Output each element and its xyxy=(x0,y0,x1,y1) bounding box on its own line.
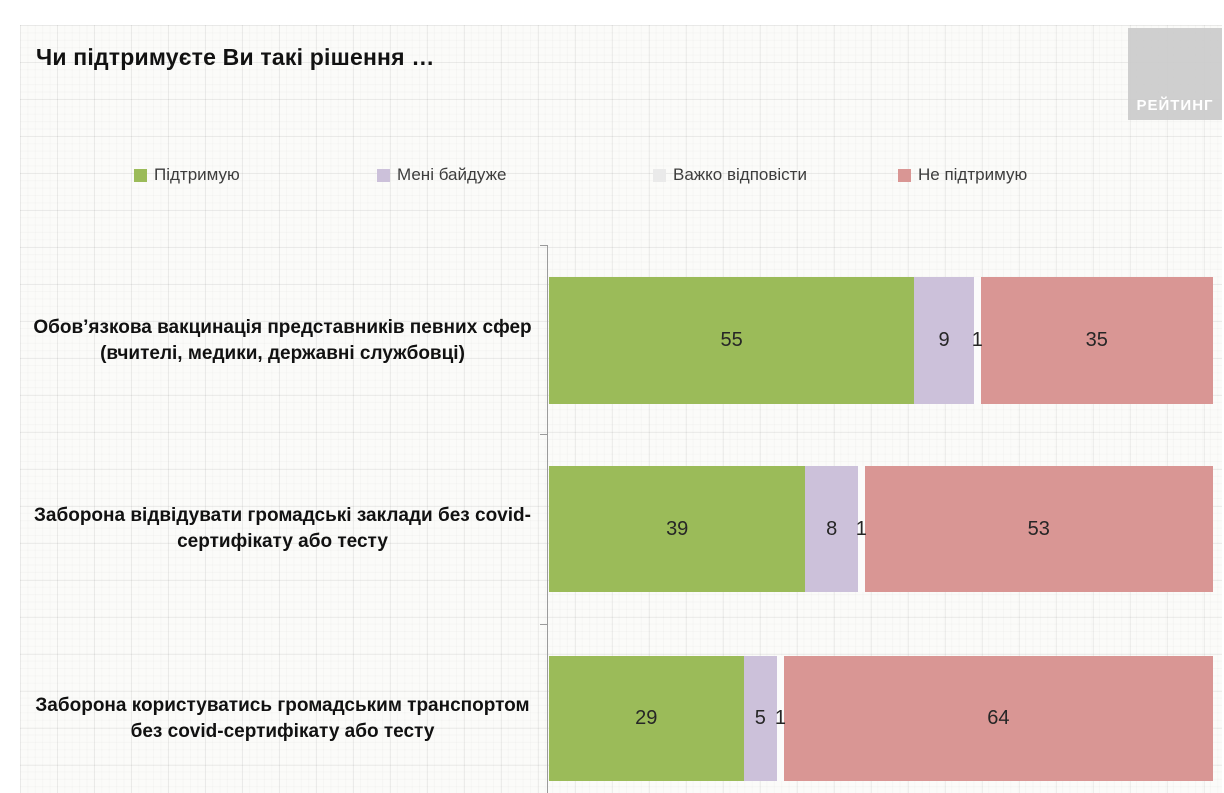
legend-label: Важко відповісти xyxy=(673,165,807,184)
bar-value-label: 1 xyxy=(774,707,786,729)
bar-value-label: 5 xyxy=(754,707,766,729)
legend-swatch-indifferent-icon xyxy=(377,169,390,182)
rating-logo xyxy=(1128,28,1222,120)
bar-segment xyxy=(774,656,786,781)
bar-segment xyxy=(805,466,858,592)
legend-item-indifferent xyxy=(377,166,506,184)
bar-segment xyxy=(981,277,1213,404)
legend-swatch-support-icon xyxy=(134,169,147,182)
axis-tick xyxy=(540,245,548,246)
bar-value-label: 8 xyxy=(826,517,838,540)
legend-item-not-support xyxy=(898,166,1027,184)
bar-segment xyxy=(865,466,1213,592)
legend-item-hard-to-say xyxy=(653,166,807,184)
chart-title: Чи підтримуєте Ви такі рішення … xyxy=(36,44,435,70)
bar-segment xyxy=(971,277,983,404)
legend-label: Мені байдуже xyxy=(397,165,507,184)
bar-value-label: 55 xyxy=(720,329,743,351)
bar-segment xyxy=(549,656,744,781)
bar-value-label: 1 xyxy=(971,329,983,351)
bar-segment xyxy=(549,466,805,592)
legend-item-support xyxy=(134,166,240,184)
category-axis-line xyxy=(547,245,548,793)
bar-row xyxy=(549,466,1213,592)
category-label: Заборона відвідувати громадські заклади без covid-сертифікату або тесту xyxy=(34,505,531,552)
bar-segment xyxy=(744,656,778,781)
legend-swatch-not-support-icon xyxy=(898,169,911,182)
bar-segment xyxy=(914,277,974,404)
bar-row xyxy=(549,277,1213,404)
bar-segment xyxy=(549,277,914,404)
category-label: Обов’язкова вакцинація представників певних сфер (вчителі, медики, державні службовці) xyxy=(33,316,532,364)
bar-segment xyxy=(784,656,1213,781)
legend-swatch-hard-to-say-icon xyxy=(653,169,666,182)
bar-value-label: 29 xyxy=(635,707,658,729)
category-label: Заборона користуватись громадським транспортом без covid-сертифікату або тесту xyxy=(35,694,530,742)
axis-tick xyxy=(540,434,548,435)
axis-tick xyxy=(540,624,548,625)
bar-value-label: 1 xyxy=(855,517,867,540)
legend-label: Підтримую xyxy=(154,165,240,184)
bar-value-label: 39 xyxy=(666,517,689,540)
legend-label: Не підтримую xyxy=(918,165,1028,184)
rating-logo-label: РЕЙТИНГ xyxy=(1136,97,1214,114)
bar-value-label: 9 xyxy=(938,329,950,351)
bar-value-label: 64 xyxy=(987,707,1010,729)
bar-value-label: 53 xyxy=(1027,517,1050,540)
bar-row xyxy=(549,656,1213,781)
bar-value-label: 35 xyxy=(1085,329,1108,351)
